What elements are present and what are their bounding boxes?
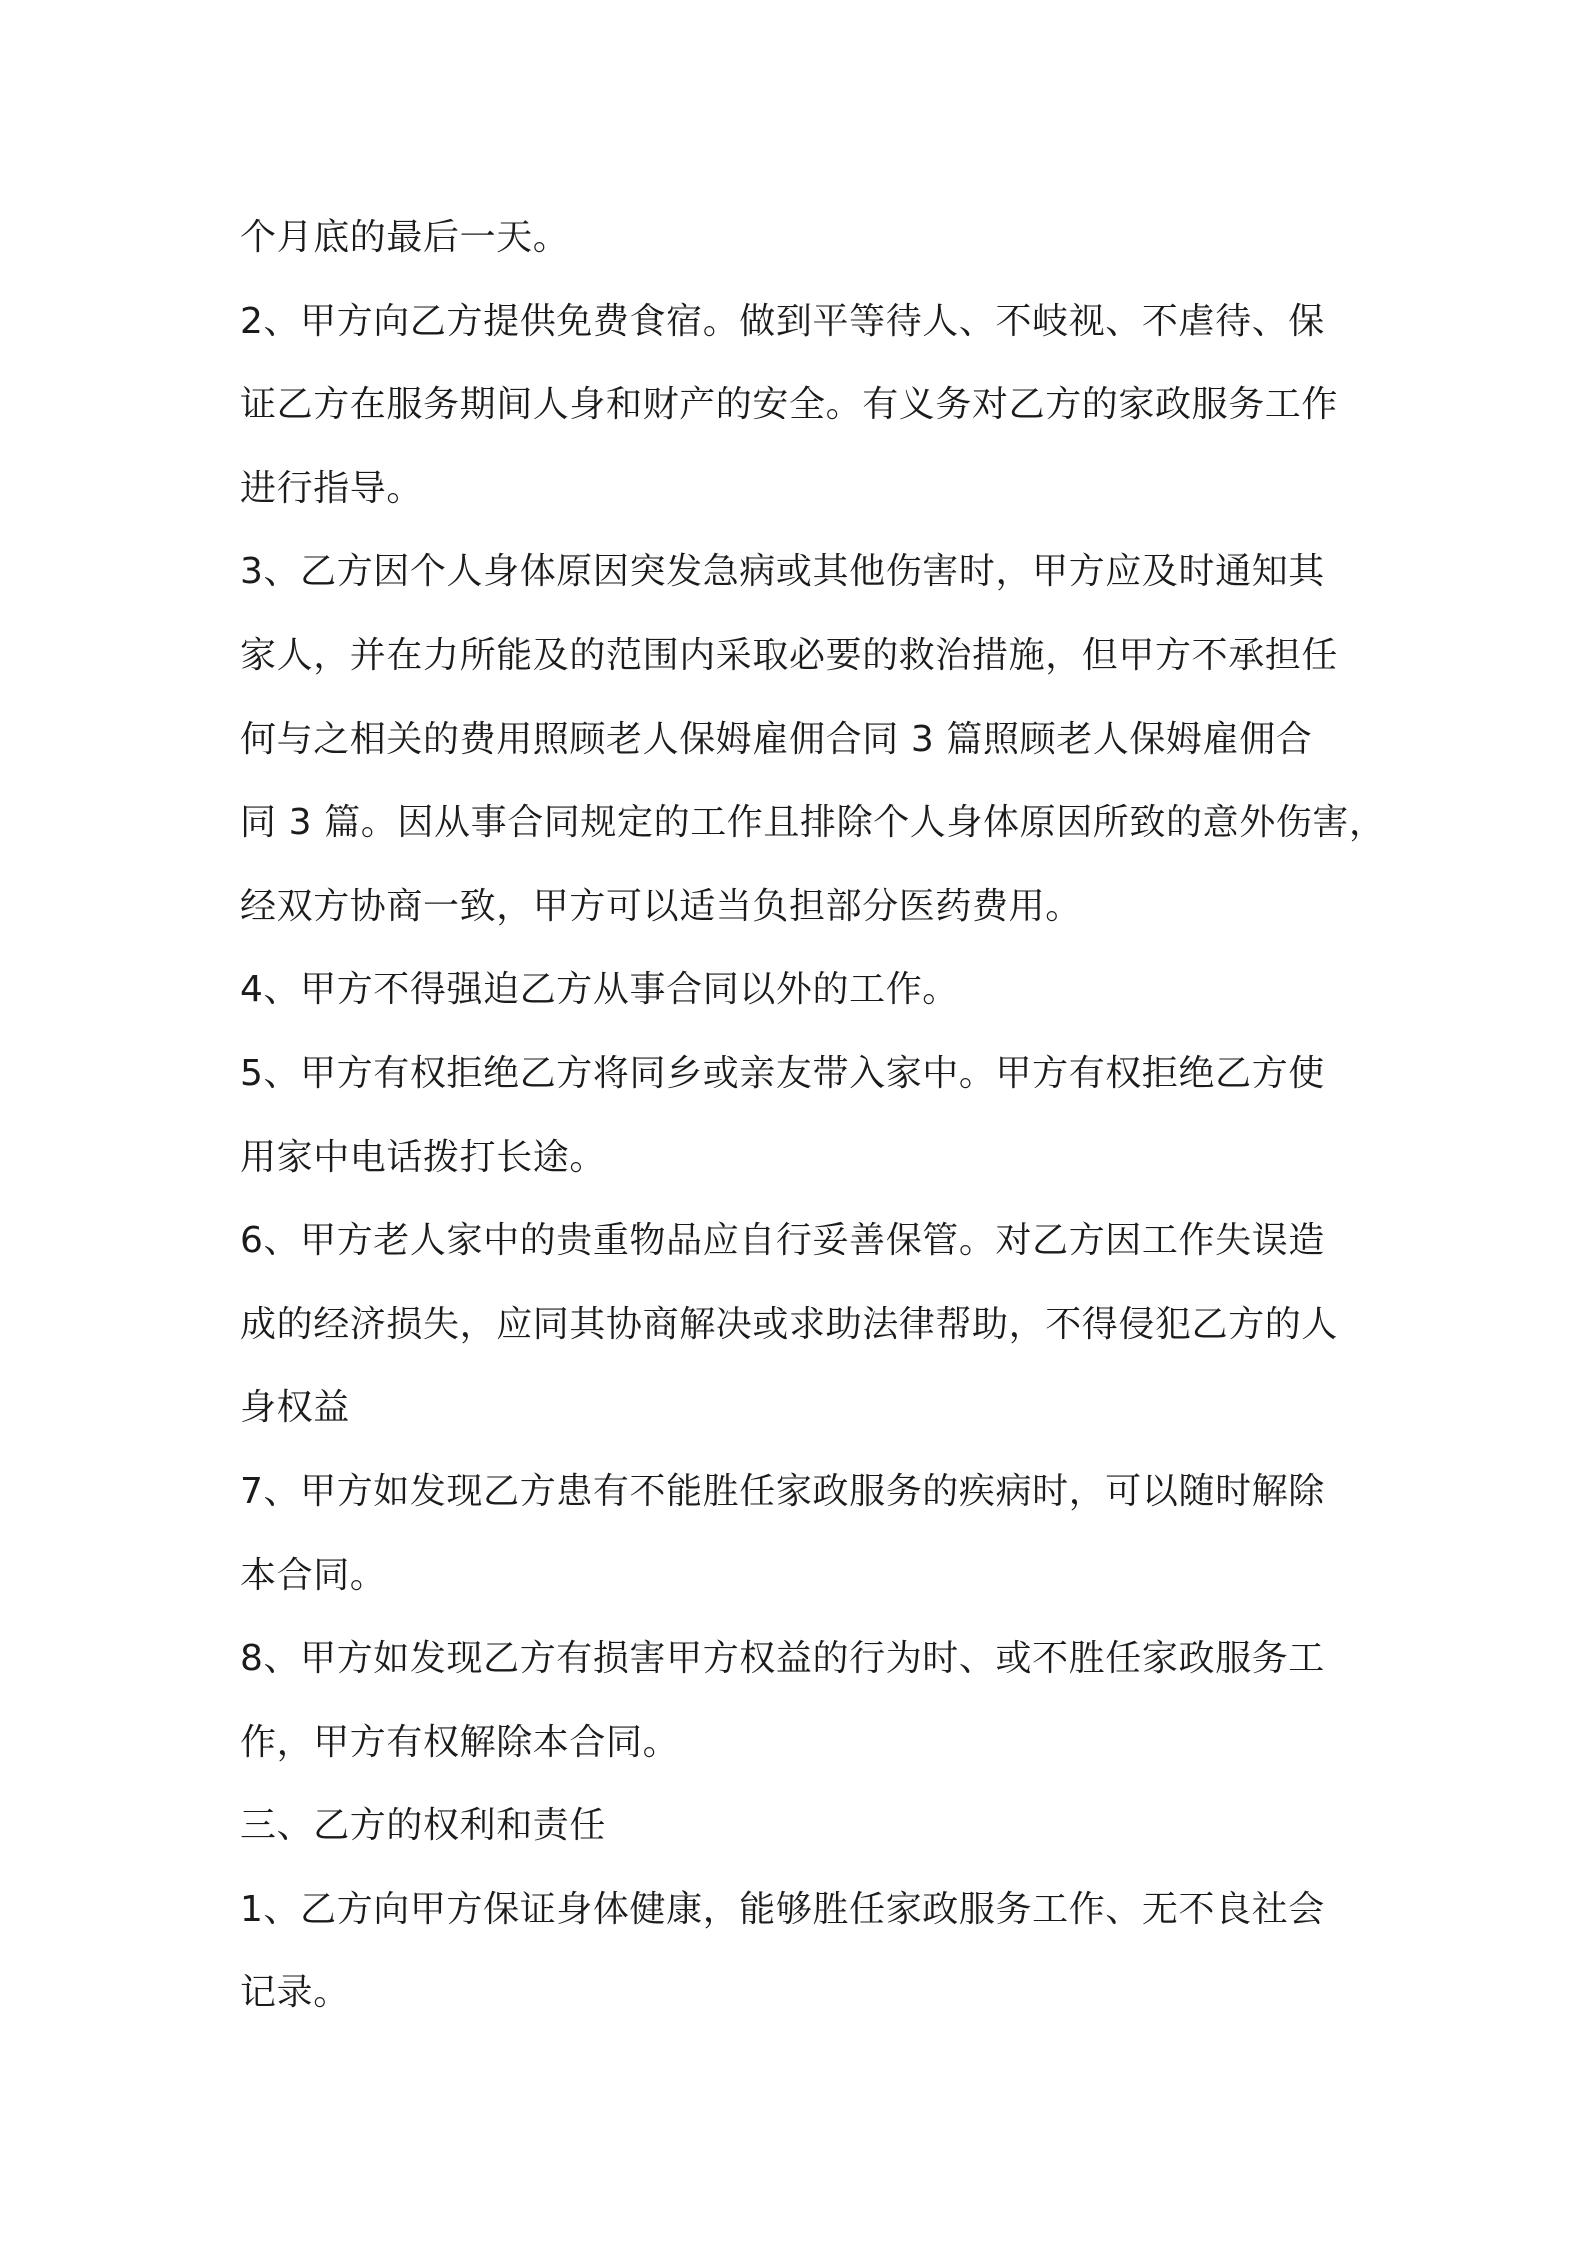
text-line: 同 3 篇。因从事合同规定的工作且排除个人身体原因所致的意外伤害， [240, 802, 1386, 844]
text-line: 3、乙方因个人身体原因突发急病或其他伤害时，甲方应及时通知其 [240, 551, 1325, 593]
text-line: 5、甲方有权拒绝乙方将同乡或亲友带入家中。甲方有权拒绝乙方使 [240, 1052, 1325, 1094]
text-line: 经双方协商一致，甲方可以适当负担部分医药费用。 [240, 885, 1082, 927]
text-line: 用家中电话拨打长途。 [240, 1136, 607, 1178]
text-line: 7、甲方如发现乙方患有不能胜任家政服务的疾病时，可以随时解除 [240, 1470, 1325, 1512]
text-line: 本合同。 [240, 1554, 387, 1596]
text-line: 记录。 [240, 1972, 350, 2014]
contract-body [240, 196, 1386, 2035]
text-line: 4、甲方不得强迫乙方从事合同以外的工作。 [240, 969, 959, 1011]
text-line: 身权益 [240, 1387, 350, 1429]
text-line: 个月底的最后一天。 [240, 217, 570, 258]
text-line: 家人，并在力所能及的范围内采取必要的救治措施，但甲方不承担任 [240, 634, 1339, 676]
text-line: 2、甲方向乙方提供免费食宿。做到平等待人、不岐视、不虐待、保 [240, 300, 1325, 342]
text-line: 1、乙方向甲方保证身体健康，能够胜任家政服务工作、无不良社会 [240, 1888, 1325, 1930]
text-line: 作，甲方有权解除本合同。 [240, 1721, 680, 1763]
text-line: 成的经济损失，应同其协商解决或求助法律帮助，不得侵犯乙方的人 [240, 1303, 1339, 1345]
text-line: 何与之相关的费用照顾老人保姆雇佣合同 3 篇照顾老人保姆雇佣合 [240, 718, 1313, 760]
text-line: 8、甲方如发现乙方有损害甲方权益的行为时、或不胜任家政服务工 [240, 1638, 1325, 1680]
section-heading: 三、乙方的权利和责任 [240, 1805, 607, 1847]
text-line: 证乙方在服务期间人身和财产的安全。有义务对乙方的家政服务工作 [240, 384, 1339, 426]
text-line: 进行指导。 [240, 467, 424, 509]
text-line: 6、甲方老人家中的贵重物品应自行妥善保管。对乙方因工作失误造 [240, 1220, 1325, 1262]
